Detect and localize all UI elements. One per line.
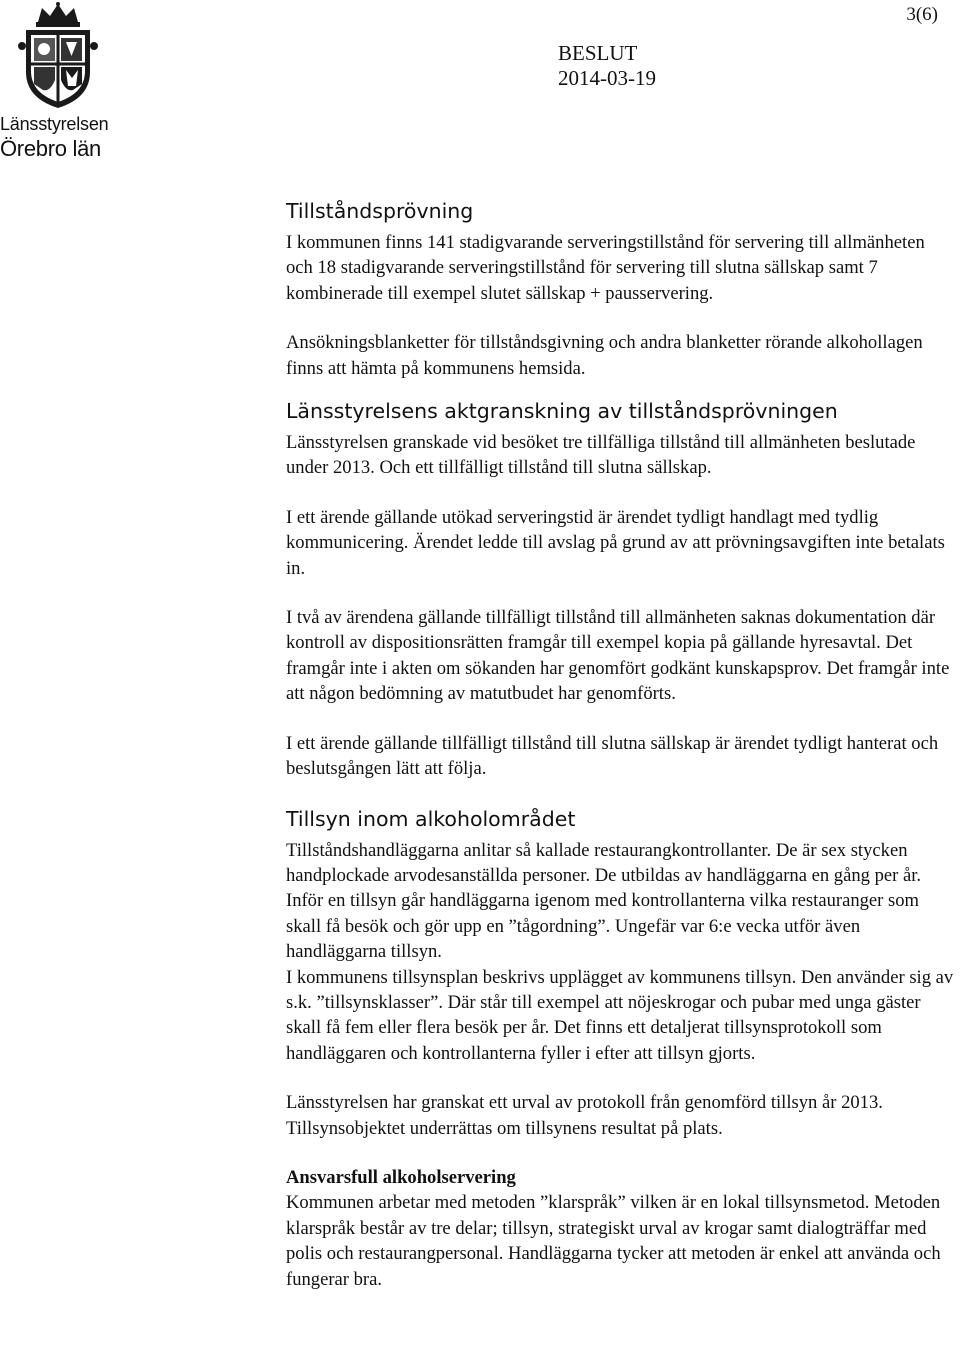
heading-ansvarsfull: Ansvarsfull alkoholservering	[286, 1166, 516, 1188]
paragraph: I ett ärende gällande tillfälligt tillstånd till slutna sällskap är ärendet tydligt hanterat och beslutsgången lätt att följa.	[286, 732, 939, 780]
decision-title: BESLUT	[558, 41, 638, 65]
paragraph: Tillståndshandläggarna anlitar så kallade restaurangkontrollanter. De är sex stycken handplockade arvodesanställda personer. De utbildas av handläggarna en gång per år. Inför en tillsyn går handläggarna igenom med kontrollanterna vilka restauranger som skall få besök och gör upp en ”tågordning”. Ungefär var 6:e vecka utför även handläggarna tillsyn.	[286, 839, 922, 963]
logo-line-2: Örebro län	[0, 136, 101, 161]
document-body	[286, 198, 956, 1292]
page-number: 3(6)	[906, 4, 938, 25]
paragraph: Länsstyrelsen granskade vid besöket tre tillfälliga tillstånd till allmänheten beslutade under 2013. Och ett tillfälligt tillstånd till slutna sällskap.	[286, 432, 916, 479]
heading-aktgranskning: Länsstyrelsens aktgranskning av tillståndsprövningen	[286, 399, 838, 424]
paragraph: Ansökningsblanketter för tillståndsgivning och andra blanketter rörande alkohollagen finns att hämta på kommunens hemsida.	[286, 332, 923, 379]
coat-of-arms-icon	[16, 2, 100, 112]
lansstyrelsen-logo	[0, 2, 118, 162]
paragraph: I två av ärendena gällande tillfälligt tillstånd till allmänheten saknas dokumentation där kontroll av dispositionsrätten framgår till exempel kopia på gällande hyresavtal. Det framgår inte i akten om sökanden har genomfört godkänt kunskapsprov. Det framgår inte att någon bedömning av matutbudet har genomförts.	[286, 607, 950, 705]
paragraph: I ett ärende gällande utökad serveringstid är ärendet tydligt handlagt med tydlig kommunicering. Ärendet ledde till avslag på grund av att prövningsavgiften inte betalats in.	[286, 506, 945, 579]
decision-date: 2014-03-19	[558, 66, 656, 90]
paragraph: Kommunen arbetar med metoden ”klarspråk” vilken är en lokal tillsynsmetod. Metoden klarspråk består av tre delar; tillsyn, strategiskt urval av krogar samt dialogträffar med polis och restaurangpersonal. Handläggarna tycker att metoden är enkel att använda och fungerar bra.	[286, 1192, 941, 1290]
heading-tillstandsprovning: Tillståndsprövning	[286, 199, 474, 223]
logo-line-1: Länsstyrelsen	[0, 114, 109, 134]
heading-tillsyn: Tillsyn inom alkoholområdet	[286, 806, 576, 831]
paragraph: I kommunen finns 141 stadigvarande serveringstillstånd för servering till allmänheten och 18 stadigvarande serveringstillstånd för servering till slutna sällskap samt 7 kombinerade till exempel slutet sällskap + pausservering.	[286, 232, 925, 304]
paragraph: I kommunens tillsynsplan beskrivs upplägget av kommunens tillsyn. Den använder sig av s.k. ”tillsynsklasser”. Där står till exempel att nöjeskrogar och pubar med unga gäster skall få fem eller flera besök per år. Det finns ett detaljerat tillsynsprotokoll som handläggaren och kontrollanterna fyller i efter att tillsyn gjorts.	[286, 966, 954, 1064]
paragraph: Länsstyrelsen har granskat ett urval av protokoll från genomförd tillsyn år 2013. Tillsynsobjektet underrättas om tillsynens resultat på plats.	[286, 1092, 883, 1139]
